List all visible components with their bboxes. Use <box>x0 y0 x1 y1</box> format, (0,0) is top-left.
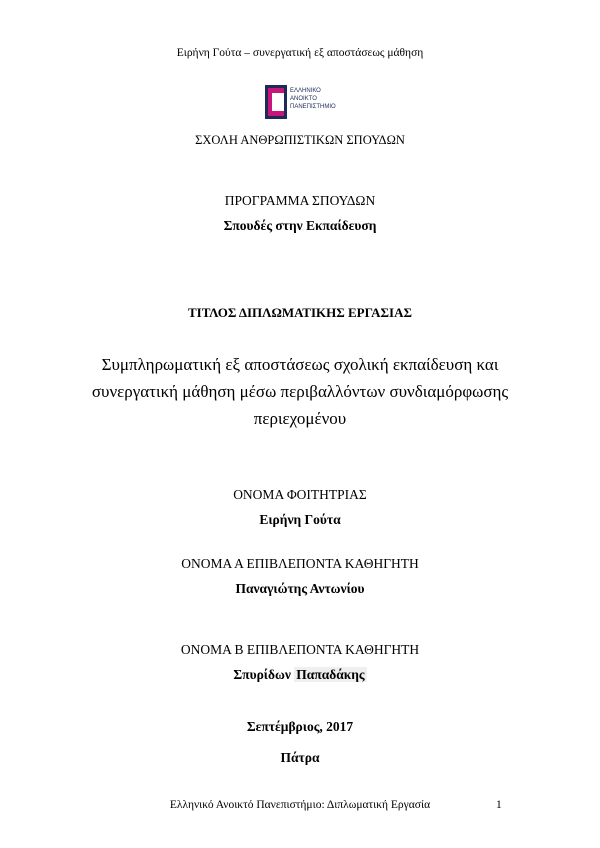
thesis-title-line: συνεργατική μάθηση μέσω περιβαλλόντων συνδιαμόρφωσης <box>91 382 509 401</box>
city: Πάτρα <box>280 750 320 765</box>
supervisor-b-first-name: Σπυρίδων <box>233 667 291 682</box>
supervisor-b-label: ΟΝΟΜΑ Β ΕΠΙΒΛΕΠΟΝΤΑ ΚΑΘΗΓΗΤΗ <box>180 642 420 657</box>
page-footer: Ελληνικό Ανοικτό Πανεπιστήμιο: Διπλωματική Εργασία <box>169 799 431 811</box>
student-label: ΟΝΟΜΑ ΦΟΙΤΗΤΡΙΑΣ <box>233 487 367 502</box>
university-logo-text <box>290 87 340 111</box>
thesis-title <box>60 351 540 432</box>
logo-text-line: ΕΛΛΗΝΙΚΟ <box>290 88 321 94</box>
running-header: Ειρήνη Γούτα – συνεργατική εξ αποστάσεως μάθηση <box>176 47 424 59</box>
page-number: 1 <box>496 799 502 811</box>
student-name: Ειρήνη Γούτα <box>259 512 341 527</box>
thesis-title-label: ΤΙΤΛΟΣ ΔΙΠΛΩΜΑΤΙΚΗΣ ΕΡΓΑΣΙΑΣ <box>188 305 412 320</box>
supervisor-a-name: Παναγιώτης Αντωνίου <box>235 581 365 596</box>
supervisor-b-last-name: Παπαδάκης <box>296 667 365 682</box>
university-logo <box>265 83 337 121</box>
logo-text-line: ΑΝΟΙΚΤΟ <box>290 96 317 102</box>
logo-text-line: ΠΑΝΕΠΙΣΤΗΜΙΟ <box>290 104 336 110</box>
school-name: ΣΧΟΛΗ ΑΝΘΡΩΠΙΣΤΙΚΩΝ ΣΠΟΥΔΩΝ <box>195 133 405 147</box>
thesis-title-line: Συμπληρωματική εξ αποστάσεως σχολική εκπαίδευση και <box>101 355 499 374</box>
thesis-title-line: περιεχομένου <box>253 409 347 428</box>
program-label: ΠΡΟΓΡΑΜΜΑ ΣΠΟΥΔΩΝ <box>224 193 376 208</box>
submission-date: Σεπτέμβριος, 2017 <box>246 719 354 734</box>
supervisor-b-name <box>0 667 600 683</box>
program-name: Σπουδές στην Εκπαίδευση <box>223 218 377 233</box>
supervisor-a-label: ΟΝΟΜΑ Α ΕΠΙΒΛΕΠΟΝΤΑ ΚΑΘΗΓΗΤΗ <box>181 556 419 571</box>
university-logo-mark-icon <box>265 85 287 119</box>
